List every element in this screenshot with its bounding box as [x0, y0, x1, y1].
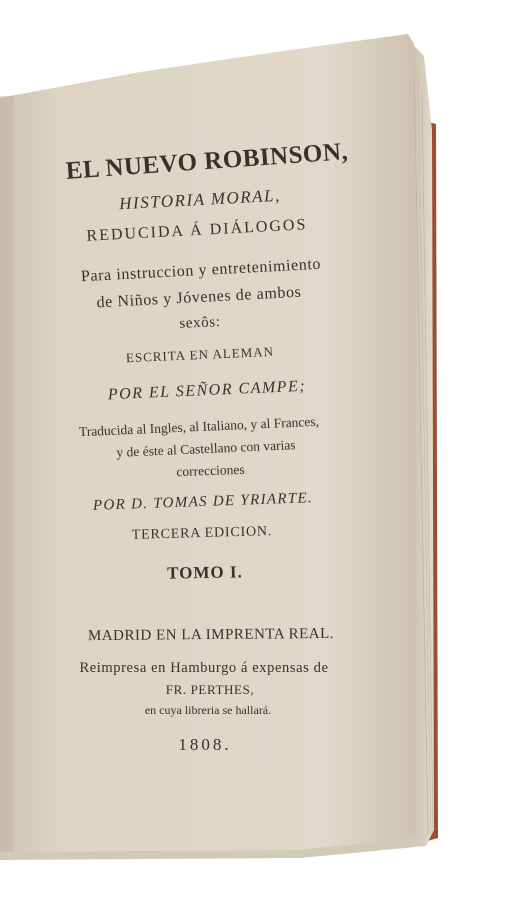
purpose-line-3: sexôs:: [179, 314, 221, 332]
translator-line: POR D. TOMAS DE YRIARTE.: [92, 490, 314, 514]
imprint-line: MADRID EN LA IMPRENTA REAL.: [87, 625, 335, 645]
book-subtitle: HISTORIA MORAL,: [118, 185, 282, 214]
written-in-line: ESCRITA EN ALEMAN: [125, 343, 275, 366]
translation-line-3: correcciones: [176, 461, 245, 480]
translation-line-1: Traducida al Ingles, al Italiano, y al Frances,: [78, 413, 320, 440]
year-line: 1808.: [178, 735, 232, 754]
reduced-line: REDUCIDA Á DIÁLOGOS: [86, 216, 308, 245]
reprint-line: Reimpresa en Hamburgo á expensas de: [79, 660, 329, 676]
book-title: EL NUEVO ROBINSON,: [64, 138, 349, 185]
volume-line: TOMO I.: [167, 562, 243, 583]
author-line: POR EL SEÑOR CAMPE;: [107, 377, 307, 404]
publisher-line: FR. PERTHES,: [165, 682, 255, 697]
edition-line: TERCERA EDICION.: [131, 524, 273, 543]
purpose-line-1: Para instruccion y entretenimiento: [80, 255, 322, 286]
bookshop-line: en cuya libreria se hallará.: [144, 703, 272, 717]
purpose-line-2: de Niños y Jóvenes de ambos: [96, 283, 302, 312]
translation-line-2: y de éste al Castellano con varias: [116, 437, 296, 460]
